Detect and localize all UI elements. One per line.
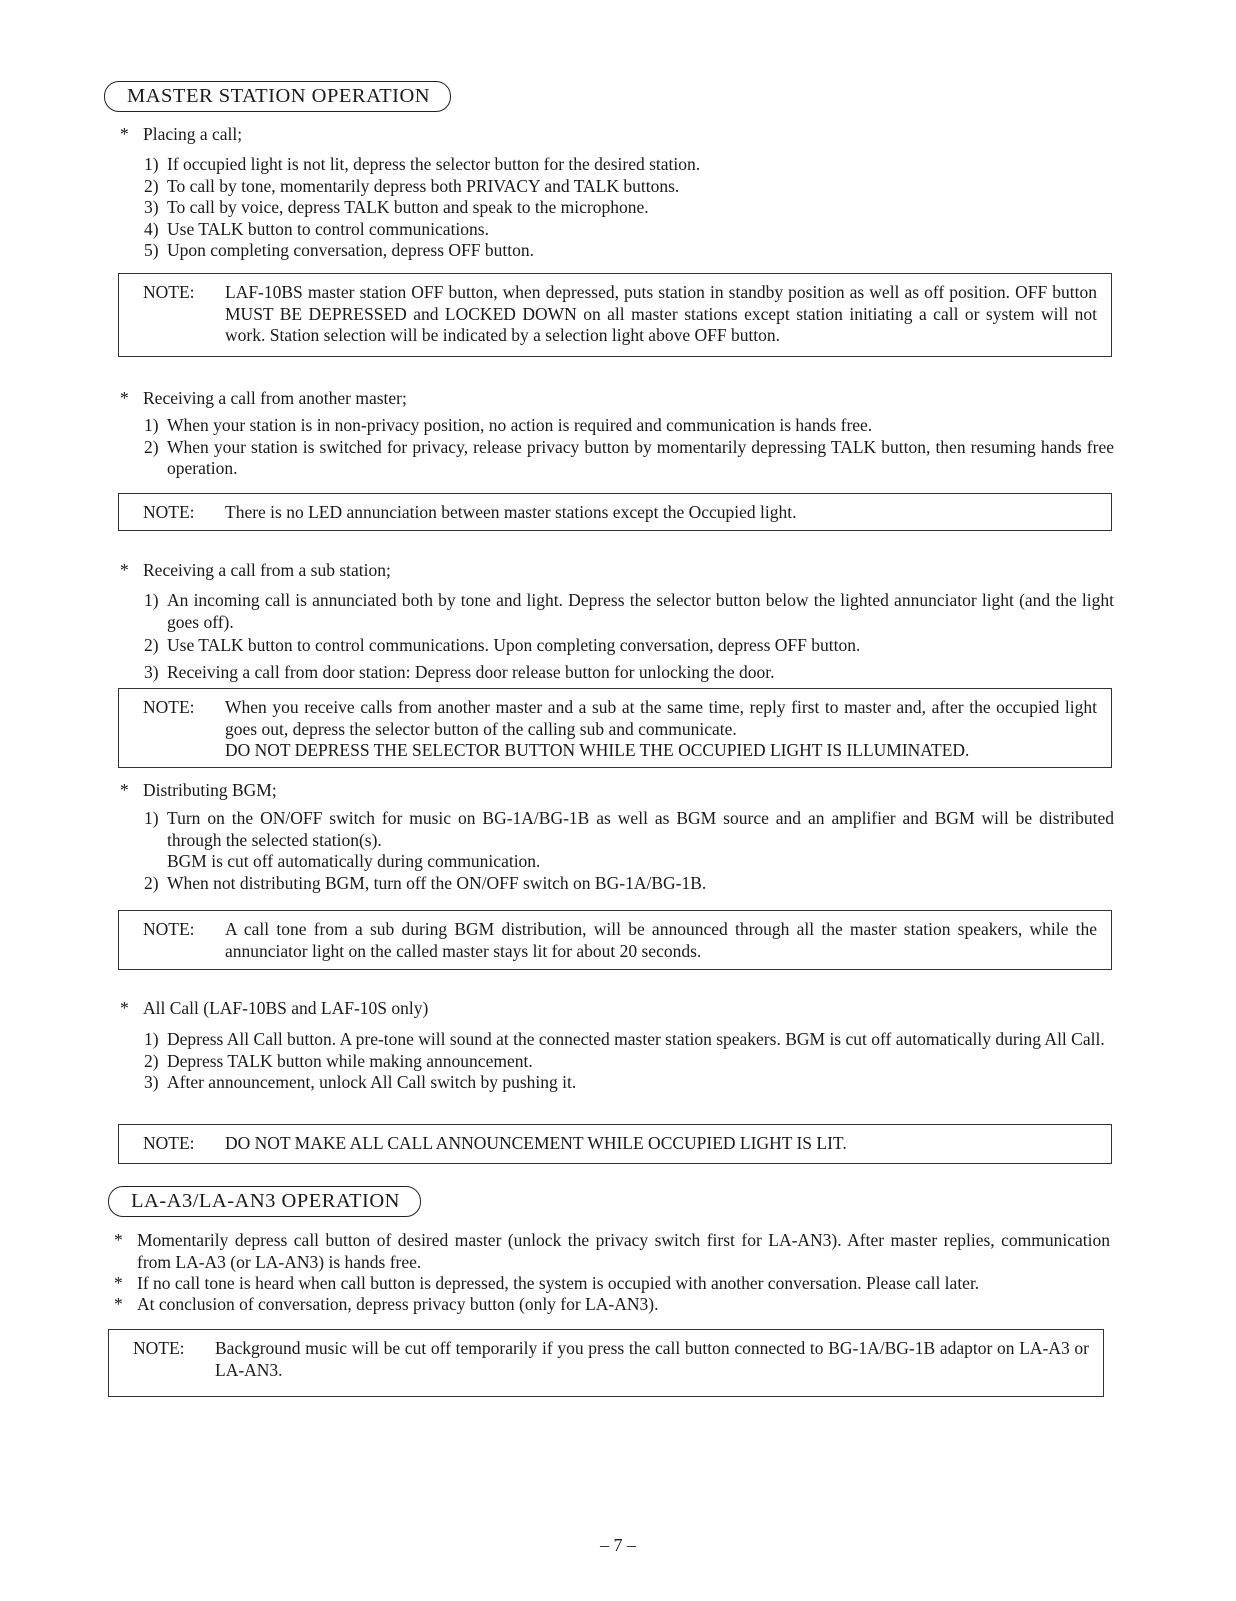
list-item: 1) Turn on the ON/OFF switch for music on BG-1A/BG-1B as well as BGM source and an amplifier and BGM will be distributed through the selected station(s). BGM is cut off automatically during communication. bbox=[144, 808, 1114, 871]
note-label: NOTE: bbox=[143, 697, 195, 717]
note-box-bgm bbox=[118, 910, 1112, 970]
note-line-warning: DO NOT DEPRESS THE SELECTOR BUTTON WHILE THE OCCUPIED LIGHT IS ILLUMINATED. bbox=[225, 740, 970, 760]
la-bullet-text: Momentarily depress call button of desired master (unlock the privacy switch first for LA-AN3). After master replies, communication from LA-A3 (or LA-AN3) is hands free. bbox=[137, 1230, 1110, 1272]
bullet-star: * bbox=[120, 560, 129, 580]
la-bullet bbox=[114, 1273, 1110, 1295]
bullet-star: * bbox=[120, 124, 129, 144]
section-heading-la-operation: LA-A3/LA-AN3 OPERATION bbox=[108, 1186, 421, 1217]
page-number: – 7 – bbox=[600, 1535, 636, 1555]
list-item: 1) Depress All Call button. A pre-tone will sound at the connected master station speakers. BGM is cut off automatically during All Call. bbox=[144, 1029, 1105, 1049]
bullet-title: All Call (LAF-10BS and LAF-10S only) bbox=[143, 998, 429, 1018]
note-text: DO NOT MAKE ALL CALL ANNOUNCEMENT WHILE OCCUPIED LIGHT IS LIT. bbox=[225, 1133, 847, 1153]
placing-call-steps bbox=[144, 154, 1114, 262]
all-call-steps bbox=[144, 1029, 1114, 1094]
note-label: NOTE: bbox=[143, 502, 195, 522]
bullet-title: Receiving a call from a sub station; bbox=[143, 560, 391, 580]
note-text bbox=[225, 697, 1097, 762]
bullet-star: * bbox=[114, 1294, 123, 1314]
note-text: Background music will be cut off temporarily if you press the call button connected to BG-1A/BG-1B adaptor on LA-A3 or LA-AN3. bbox=[215, 1338, 1089, 1380]
bullet-star: * bbox=[120, 780, 129, 800]
list-item: 2) Depress TALK button while making announcement. bbox=[144, 1050, 533, 1071]
la-bullet-text: If no call tone is heard when call button is depressed, the system is occupied with another conversation. Please call later. bbox=[137, 1273, 980, 1293]
bullet-star: * bbox=[120, 998, 129, 1018]
list-item: 3) Receiving a call from door station: Depress door release button for unlocking the door. bbox=[144, 661, 775, 682]
receiving-sub-steps bbox=[144, 590, 1114, 683]
list-item: 5) Upon completing conversation, depress OFF button. bbox=[144, 240, 534, 260]
list-item: 3) To call by voice, depress TALK button and speak to the microphone. bbox=[144, 197, 649, 217]
note-label: NOTE: bbox=[133, 1338, 185, 1358]
section-heading-master-station: MASTER STATION OPERATION bbox=[104, 81, 451, 112]
note-box-background-music bbox=[108, 1329, 1104, 1397]
note-box-all-call bbox=[118, 1124, 1112, 1164]
list-item: 2) Use TALK button to control communications. Upon completing conversation, depress OFF button. bbox=[144, 635, 861, 655]
list-item: 1) An incoming call is annunciated both by tone and light. Depress the selector button below the lighted annunciator light (and the light goes off). bbox=[144, 590, 1114, 632]
note-label: NOTE: bbox=[143, 1133, 195, 1153]
note-text: A call tone from a sub during BGM distribution, will be announced through all the master station speakers, while the annunciator light on the called master stays lit for about 20 seconds. bbox=[225, 919, 1097, 961]
bullet-star: * bbox=[120, 388, 129, 408]
note-box-selector bbox=[118, 688, 1112, 768]
list-item: 1) When your station is in non-privacy position, no action is required and communication is hands free. bbox=[144, 415, 873, 435]
note-text: There is no LED annunciation between master stations except the Occupied light. bbox=[225, 502, 797, 522]
list-item: 1) If occupied light is not lit, depress the selector button for the desired station. bbox=[144, 154, 701, 174]
list-item: 3) After announcement, unlock All Call switch by pushing it. bbox=[144, 1072, 577, 1092]
note-label: NOTE: bbox=[143, 919, 195, 939]
list-item: 4) Use TALK button to control communications. bbox=[144, 218, 489, 239]
note-label: NOTE: bbox=[143, 282, 195, 302]
bullet-star: * bbox=[114, 1273, 123, 1293]
note-box-off-button bbox=[118, 273, 1112, 357]
receiving-master-steps bbox=[144, 415, 1114, 480]
bullet-title: Distributing BGM; bbox=[143, 780, 277, 800]
bullet-title: Placing a call; bbox=[143, 124, 243, 144]
list-item: 2) When your station is switched for privacy, release privacy button by momentarily depressing TALK button, then resuming hands free operation. bbox=[144, 436, 1114, 478]
la-bullet bbox=[114, 1294, 1110, 1316]
note-line: When you receive calls from another master and a sub at the same time, reply first to master and, after the occupied light goes out, depress the selector button of the calling sub and communicate. bbox=[225, 697, 1097, 739]
la-bullet-text: At conclusion of conversation, depress privacy button (only for LA-AN3). bbox=[137, 1294, 659, 1314]
list-item: 2) To call by tone, momentarily depress both PRIVACY and TALK buttons. bbox=[144, 175, 680, 196]
bullet-star: * bbox=[114, 1230, 123, 1250]
note-text: LAF-10BS master station OFF button, when depressed, puts station in standby position as well as off position. OFF button MUST BE DEPRESSED and LOCKED DOWN on all master stations except station initiating a call or system will not work. Station selection will be indicated by a selection light above OFF button. bbox=[225, 282, 1097, 345]
note-box-led bbox=[118, 493, 1112, 531]
la-bullet bbox=[114, 1230, 1110, 1273]
list-item: 2) When not distributing BGM, turn off the ON/OFF switch on BG-1A/BG-1B. bbox=[144, 872, 707, 893]
bullet-title: Receiving a call from another master; bbox=[143, 388, 407, 408]
bgm-steps bbox=[144, 808, 1114, 894]
